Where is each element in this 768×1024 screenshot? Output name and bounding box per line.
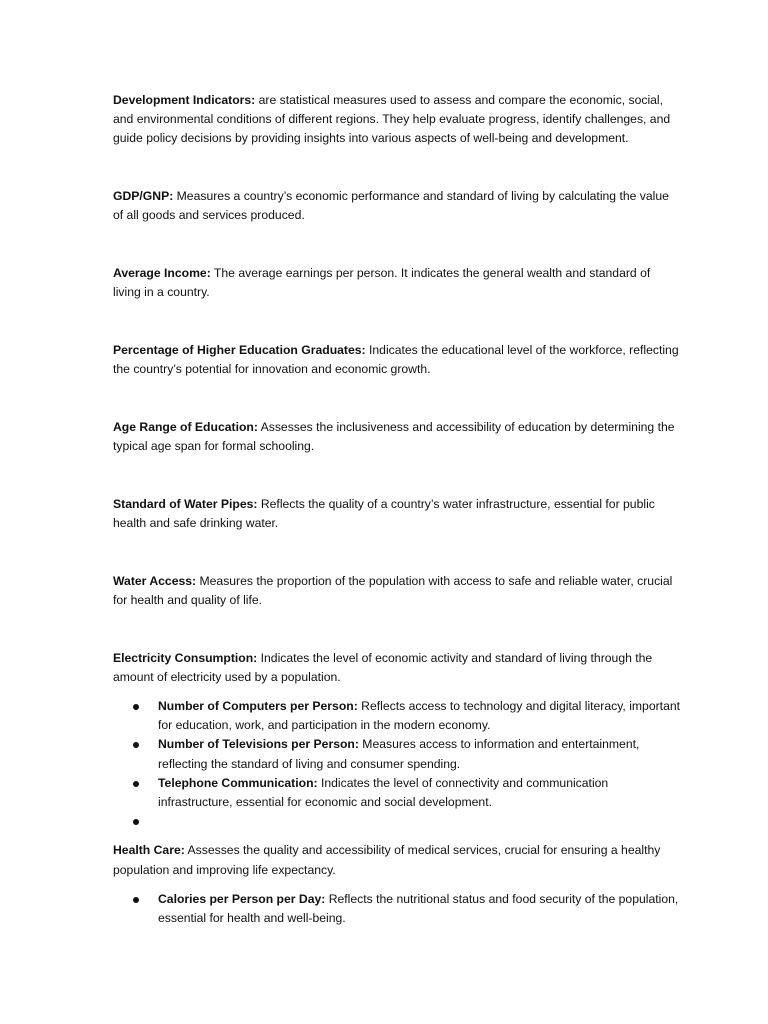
term-description: Indicates the level of connectivity and communication infrastructure, essential for economic and social development. — [158, 775, 609, 809]
bullet-icon — [133, 704, 139, 710]
term-description: The average earnings per person. It indicates the general wealth and standard of living in a country. — [113, 266, 651, 300]
term-label: Age Range of Education: — [113, 419, 258, 434]
term-label: Water Access: — [113, 573, 197, 588]
list-item — [113, 735, 681, 773]
term-description: Measures the proportion of the population with access to safe and reliable water, crucial for health and quality of life. — [113, 573, 673, 607]
document-page — [113, 91, 681, 928]
paragraph-water-pipes — [113, 495, 681, 533]
term-label: Standard of Water Pipes: — [113, 496, 258, 511]
term-label: Telephone Communication: — [158, 775, 318, 790]
bullet-icon — [133, 742, 139, 748]
term-description: Reflects the nutritional status and food security of the population, essential for health and well-being. — [158, 891, 679, 925]
term-label: Average Income: — [113, 266, 211, 281]
term-label: Calories per Person per Day: — [158, 891, 326, 906]
term-label: Number of Computers per Person: — [158, 698, 358, 713]
list-item — [113, 890, 681, 928]
term-description: Indicates the level of economic activity and standard of living through the amount of electricity used by a population. — [113, 650, 653, 684]
paragraph-average-income — [113, 264, 681, 302]
term-description: Measures a country’s economic performance and standard of living by calculating the value of all goods and services produced. — [113, 189, 669, 223]
term-label: Electricity Consumption: — [113, 650, 258, 665]
list-item-empty — [113, 812, 681, 831]
term-label: Percentage of Higher Education Graduates: — [113, 342, 366, 357]
term-description: Assesses the inclusiveness and accessibility of education by determining the typical age span for formal schooling. — [113, 419, 675, 454]
term-description: are statistical measures used to assess and compare the economic, social, and environmental conditions of different regions. They help evaluate progress, identify challenges, and guide policy decisions by providing insights into various aspects of well-being and development. — [113, 93, 671, 146]
health-bullet-list — [113, 890, 681, 928]
term-description: Assesses the quality and accessibility of medical services, crucial for ensuring a healthy population and improving life expectancy. — [113, 843, 661, 877]
paragraph-health-care — [113, 841, 681, 879]
term-description: Measures access to information and entertainment, reflecting the standard of living and consumer spending. — [158, 737, 640, 771]
paragraph-electricity-consumption — [113, 649, 681, 687]
paragraph-age-range-education — [113, 418, 681, 456]
paragraph-water-access — [113, 572, 681, 610]
term-label: GDP/GNP: — [113, 189, 174, 204]
term-label: Number of Televisions per Person: — [158, 737, 359, 752]
term-label: Development Indicators: — [113, 93, 256, 107]
bullet-icon — [133, 819, 139, 825]
term-description: Reflects the quality of a country’s water infrastructure, essential for public health and safe drinking water. — [113, 496, 655, 530]
paragraph-development-indicators — [113, 91, 681, 149]
list-item — [113, 697, 681, 735]
bullet-icon — [133, 897, 139, 903]
electricity-bullet-list — [113, 697, 681, 831]
term-label: Health Care: — [113, 843, 185, 858]
paragraph-gdp-gnp — [113, 187, 681, 225]
list-item — [113, 774, 681, 812]
term-description: Reflects access to technology and digital literacy, important for education, work, and participation in the modern economy. — [158, 698, 681, 733]
paragraph-higher-education — [113, 341, 681, 379]
term-description: Indicates the educational level of the workforce, reflecting the country’s potential for innovation and economic growth. — [113, 342, 679, 377]
bullet-icon — [133, 781, 139, 787]
